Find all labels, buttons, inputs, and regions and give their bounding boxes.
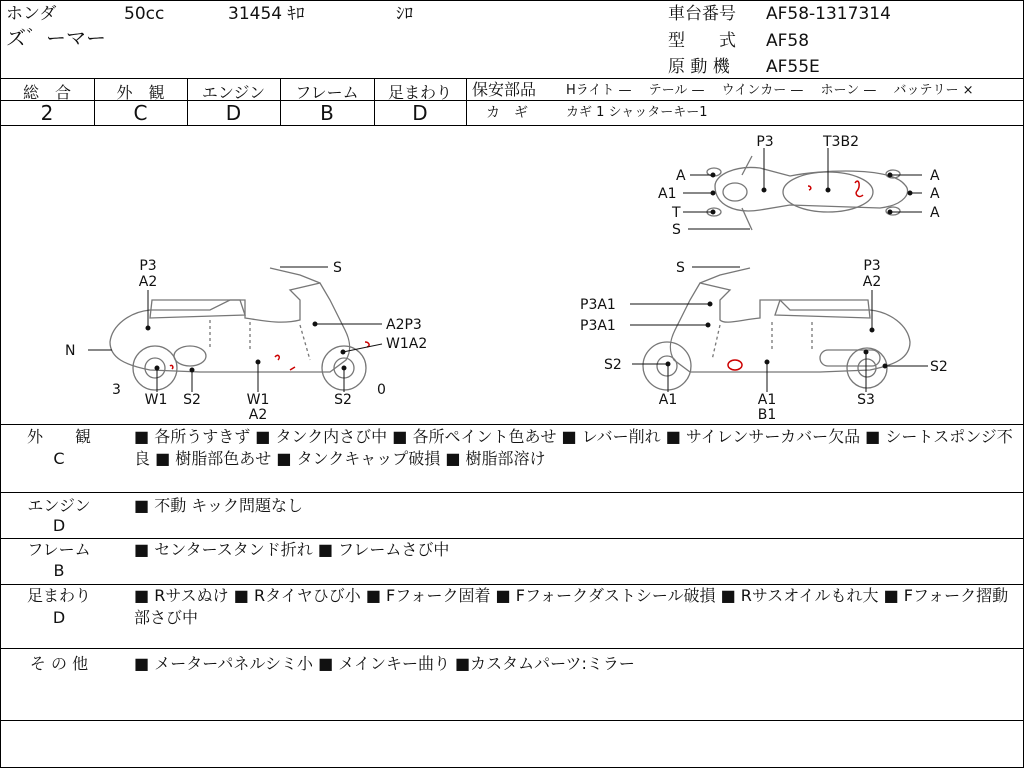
- divider: [0, 720, 1024, 721]
- label-left-0: 0: [377, 382, 386, 398]
- label-top-a1: A1: [658, 186, 677, 202]
- section-exterior-text: ■ 各所うすきず ■ タンク内さび中 ■ 各所ペイント色あせ ■ レバー削れ ■ サイレンサーカバー欠品 ■ シートスポンジ不良 ■ 樹脂部色あせ ■ タンクキャップ破損 ■ 樹脂部溶け: [134, 427, 1013, 468]
- grade-engine-value: D: [225, 101, 242, 125]
- section-exterior-label: 外 観: [26, 427, 91, 446]
- grade-exterior-label: 外 観: [116, 83, 165, 102]
- grade-overall-value: 2: [40, 101, 54, 125]
- label-top-a-r3: A: [930, 205, 940, 221]
- section-suspension-label: 足まわり: [26, 586, 91, 605]
- label-right-s3: S3: [857, 392, 875, 408]
- frame-no: AF58-1317314: [766, 4, 891, 24]
- key-value: カギ 1 シャッターキー1: [566, 105, 708, 120]
- label-left-w1: W1: [144, 392, 168, 408]
- label-left-w1a2: W1A2: [386, 336, 428, 352]
- frame-no-label: 車台番号: [668, 4, 736, 24]
- grade-exterior-value: C: [133, 101, 148, 125]
- scooter-diagram: [0, 126, 1024, 424]
- grade-frame-label: フレーム: [295, 83, 359, 102]
- grade-frame-value: B: [320, 101, 334, 125]
- color: ｼﾛ: [396, 4, 413, 24]
- label-left-p3: P3: [139, 258, 157, 274]
- label-top-a-r1: A: [930, 168, 940, 184]
- label-right-a1a: A1: [658, 392, 678, 408]
- divider: [0, 492, 1024, 493]
- label-left-3: 3: [112, 382, 121, 398]
- label-left-a2p3: A2P3: [386, 317, 422, 333]
- label-top-a: A: [676, 168, 686, 184]
- label-top-a-r2: A: [930, 186, 940, 202]
- label-left-s2: S2: [183, 392, 201, 408]
- divider: [0, 648, 1024, 649]
- label-right-b1: B1: [757, 407, 777, 423]
- section-suspension-text: ■ Rサスぬけ ■ Rタイヤひび小 ■ Fフォーク固着 ■ Fフォークダストシール破損 ■ Rサスオイルもれ大 ■ Fフォーク摺動部さび中: [134, 586, 1009, 627]
- section-frame-label: フレーム: [27, 540, 91, 559]
- safety-parts-items: Hライト — テール — ウインカー — ホーン — バッテリー ×: [566, 83, 974, 98]
- grade-suspension-value: D: [412, 101, 428, 125]
- label-top-s: S: [672, 222, 681, 238]
- label-right-a1b: A1: [757, 392, 777, 408]
- model-name: ズ゛ーマー: [6, 26, 106, 50]
- divider: [0, 78, 1024, 79]
- grade-engine-label: エンジン: [201, 83, 266, 102]
- section-frame-text: ■ センタースタンド折れ ■ フレームさび中: [134, 540, 450, 559]
- section-suspension-grade: D: [52, 608, 66, 627]
- key-label: カ ギ: [486, 105, 528, 121]
- label-right-a2: A2: [862, 274, 882, 290]
- maker: ホンダ: [6, 4, 57, 24]
- section-engine-grade: D: [52, 516, 66, 535]
- mileage: 31454 ｷﾛ: [228, 4, 305, 24]
- section-engine-label: エンジン: [27, 496, 91, 515]
- label-right-p3: P3: [863, 258, 881, 274]
- grade-overall-label: 総 合: [22, 83, 71, 102]
- model-type: AF58: [766, 31, 810, 51]
- label-left-s: S: [333, 260, 342, 276]
- label-right-s2b: S2: [930, 359, 948, 375]
- safety-parts-label: 保安部品: [472, 80, 537, 99]
- label-right-s: S: [676, 260, 685, 276]
- label-right-s2a: S2: [604, 357, 622, 373]
- label-left-a2b: A2: [248, 407, 268, 423]
- label-top-t3b2: T3B2: [823, 134, 859, 150]
- divider: [466, 78, 467, 125]
- label-left-n: N: [65, 343, 76, 359]
- label-left-s2b: S2: [334, 392, 352, 408]
- scooter-top-view: [707, 156, 908, 230]
- engine-type-label: 原 動 機: [668, 57, 730, 77]
- grade-suspension-label: 足まわり: [387, 83, 452, 102]
- displacement: 50cc: [124, 4, 165, 24]
- engine-type: AF55E: [766, 57, 820, 77]
- section-exterior-grade: C: [53, 449, 65, 468]
- section-frame-grade: B: [53, 561, 65, 580]
- section-engine-text: ■ 不動 キック問題なし: [134, 496, 303, 515]
- label-right-p3a1a: P3A1: [580, 297, 616, 313]
- section-other-label: そ の 他: [29, 654, 89, 673]
- label-right-p3a1b: P3A1: [580, 318, 616, 334]
- label-left-w1b: W1: [246, 392, 270, 408]
- label-top-t: T: [672, 205, 681, 221]
- label-left-a2: A2: [138, 274, 158, 290]
- divider: [0, 424, 1024, 425]
- section-other-text: ■ メーターパネルシミ小 ■ メインキー曲り ■カスタムパーツ:ミラー: [134, 654, 635, 673]
- label-top-p3: P3: [756, 134, 774, 150]
- model-type-label: 型 式: [668, 31, 736, 51]
